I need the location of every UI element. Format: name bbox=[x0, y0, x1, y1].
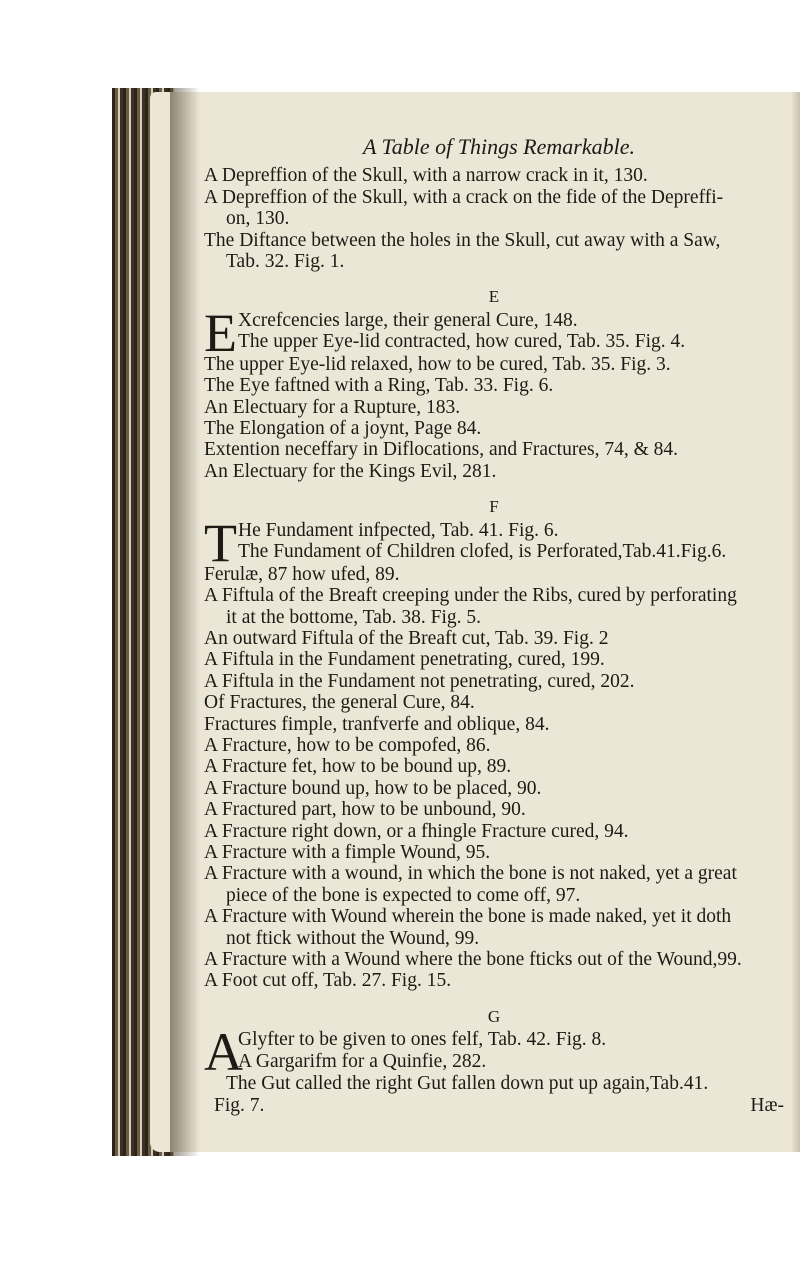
entry-line: A Fiftula in the Fundament penetrating, cured, 199. bbox=[204, 649, 605, 671]
entry-line: A Fracture with a Wound where the bone fticks out of the Wound,99. bbox=[204, 949, 742, 970]
entry-line: An Electuary for the Kings Evil, 281. bbox=[204, 460, 497, 482]
section-g bbox=[204, 1006, 784, 1116]
drop-cap: E bbox=[204, 302, 237, 363]
entry-line: The upper Eye-lid contracted, how cured, Tab. 35. Fig. 4. bbox=[238, 331, 686, 353]
running-head: A Table of Things Remarkable. bbox=[363, 134, 635, 159]
entry-line: A Fractured part, how to be unbound, 90. bbox=[204, 799, 526, 821]
section-letter: F bbox=[489, 497, 499, 517]
dropcap-row bbox=[204, 302, 784, 363]
entry-line: Ferulæ, 87 how ufed, 89. bbox=[204, 563, 400, 585]
entry-line: The Fundament of Children clofed, is Perforated,Tab.41.Fig.6. bbox=[238, 541, 727, 563]
entry-line: The Gut called the right Gut fallen down put up again,Tab.41. bbox=[226, 1073, 709, 1095]
entry-line: A Fracture with a fimple Wound, 95. bbox=[204, 841, 491, 863]
entry-line: A Depreffion of the Skull, with a crack on the fide of the Depreffi- bbox=[204, 186, 724, 208]
entry-line: A Gargarifm for a Quinfie, 282. bbox=[238, 1050, 487, 1072]
entry-line: A Foot cut off, Tab. 27. Fig. 15. bbox=[204, 970, 452, 992]
entry-line: Extention neceffary in Diflocations, and Fractures, 74, & 84. bbox=[204, 439, 679, 461]
index-text bbox=[204, 134, 784, 1116]
entry-line: An Electuary for a Rupture, 183. bbox=[204, 396, 461, 418]
entry-line: He Fundament infpected, Tab. 41. Fig. 6. bbox=[238, 519, 559, 541]
entry-line: The Elongation of a joynt, Page 84. bbox=[204, 418, 482, 440]
entry-line: A Depreffion of the Skull, with a narrow crack in it, 130. bbox=[204, 165, 648, 187]
section-letter: E bbox=[488, 287, 500, 307]
entry-line: Fractures fimple, tranfverfe and oblique, 84. bbox=[204, 713, 550, 735]
entry-line: A Fiftula in the Fundament not penetrating, cured, 202. bbox=[204, 670, 635, 692]
entry-line: A Fracture bound up, how to be placed, 90. bbox=[204, 777, 542, 799]
entry-line: not ftick without the Wound, 99. bbox=[226, 927, 480, 949]
dropcap-row bbox=[204, 512, 784, 573]
drop-cap: T bbox=[204, 512, 237, 573]
entry-line: Of Fractures, the general Cure, 84. bbox=[204, 692, 475, 714]
section-f bbox=[204, 496, 784, 992]
intro-entries bbox=[204, 165, 784, 272]
entry-line: Glyfter to be given to ones felf, Tab. 42. Fig. 8. bbox=[238, 1029, 607, 1051]
entry-line: A Fracture with a wound, in which the bone is not naked, yet a great bbox=[204, 863, 737, 885]
page-edge bbox=[792, 92, 800, 1152]
entry-line: The Eye faftned with a Ring, Tab. 33. Fig. 6. bbox=[204, 375, 554, 397]
entry-line: A Fracture right down, or a fhingle Fracture cured, 94. bbox=[204, 820, 629, 842]
entry-line: Fig. 7. bbox=[214, 1094, 265, 1116]
entry-line: piece of the bone is expected to come off, 97. bbox=[226, 884, 581, 906]
entry-line: An outward Fiftula of the Breaft cut, Tab. 39. Fig. 2 bbox=[204, 627, 609, 649]
entry-line: A Fiftula of the Breaft creeping under the Ribs, cured by perforating bbox=[204, 585, 737, 607]
entry-line: it at the bottome, Tab. 38. Fig. 5. bbox=[226, 606, 482, 628]
entry-line: The upper Eye-lid relaxed, how to be cured, Tab. 35. Fig. 3. bbox=[204, 353, 671, 375]
entry-line: on, 130. bbox=[226, 208, 290, 230]
entry-line: Tab. 32. Fig. 1. bbox=[226, 251, 345, 273]
gutter-shadow bbox=[170, 88, 200, 1156]
section-letter: G bbox=[487, 1006, 501, 1026]
entry-line: Xcrefcencies large, their general Cure, 148. bbox=[238, 309, 578, 331]
catchword: Hæ- bbox=[750, 1094, 784, 1116]
drop-cap: A bbox=[204, 1022, 243, 1083]
entry-line: A Fracture with Wound wherein the bone is made naked, yet it doth bbox=[204, 906, 732, 928]
last-line-row bbox=[204, 1095, 784, 1116]
entry-line: The Diftance between the holes in the Skull, cut away with a Saw, bbox=[204, 229, 721, 251]
section-e bbox=[204, 286, 784, 482]
dropcap-row bbox=[204, 1022, 784, 1083]
entry-line: A Fracture, how to be compofed, 86. bbox=[204, 734, 491, 756]
entry-line: A Fracture fet, how to be bound up, 89. bbox=[204, 756, 512, 778]
